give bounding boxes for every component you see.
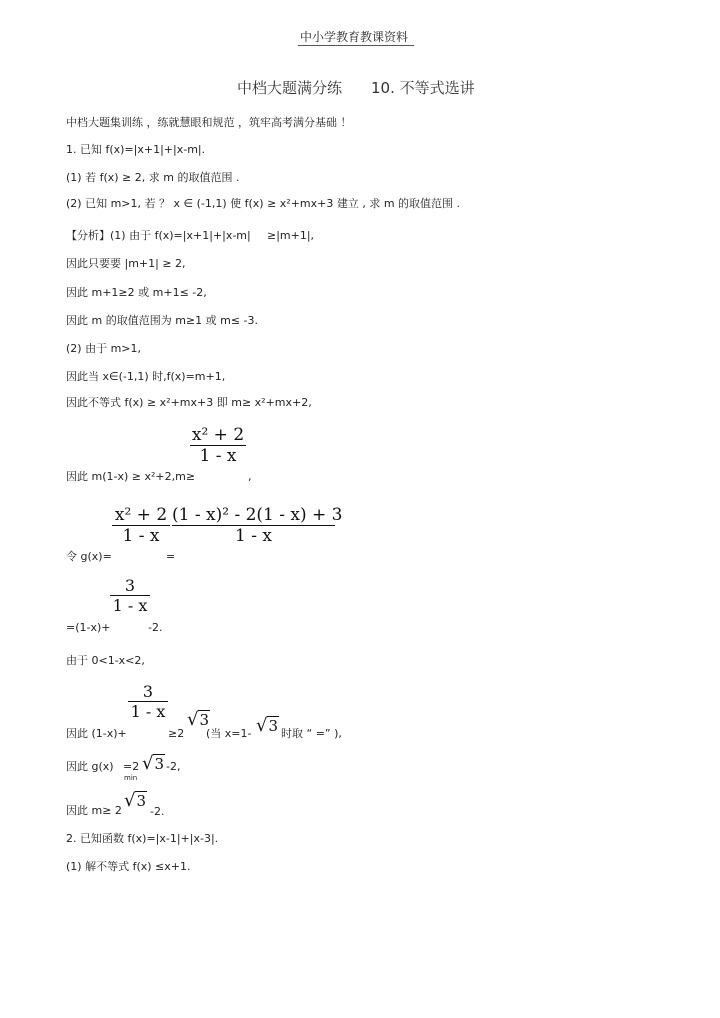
analysis-line-12a: 因此 (1-x)+ [66,727,127,740]
fraction-denominator: 1 - x [122,526,160,546]
analysis-line-8-tail: , [248,470,252,483]
analysis-line-12d: 时取 “ =” ), [281,727,342,740]
fraction-denominator: 1 - x [199,446,237,466]
q1-stem: 1. 已知 f(x)=|x+1|+|x-m|. [66,143,206,156]
sqrt-radicand: 3 [154,755,165,773]
q1-part2: (2) 已知 m>1, 若 ？ x ∈ (-1,1) 使 f(x) ≥ x²+mx+3 建立 , 求 m 的取值范围 . [66,197,461,210]
sqrt-radicand: 3 [136,792,147,810]
sqrt-radicand: 3 [199,711,210,729]
analysis-line-14b: -2. [150,805,165,818]
analysis-line-11: 由于 0<1-x<2, [66,654,145,667]
fraction-g-expanded [172,505,343,546]
analysis-line-6: 因此当 x∈(-1,1) 时,f(x)=m+1, [66,370,226,383]
analysis-line-8: 因此 m(1-x) ≥ x²+2,m≥ [66,470,196,483]
fraction-numerator: 3 [142,682,154,701]
analysis-line-14a: 因此 m≥ 2 [66,804,122,817]
q2-part1: (1) 解不等式 f(x) ≤x+1. [66,860,191,873]
analysis-line-10a: =(1-x)+ [66,621,111,634]
q2-stem: 2. 已知函数 f(x)=|x-1|+|x-3|. [66,832,219,845]
fraction-denominator: 1 - x [112,596,148,615]
analysis-line-5: (2) 由于 m>1, [66,342,142,355]
analysis-line-7: 因此不等式 f(x) ≥ x²+mx+3 即 m≥ x²+mx+2, [66,396,312,409]
sqrt-3-a: √3 [187,709,210,730]
sqrt-3-d: √3 [124,790,147,811]
analysis-line-13b: =2 [123,760,140,773]
analysis-line-1b: ≥|m+1|, [267,229,315,242]
sqrt-3-b: √3 [256,715,279,736]
analysis-line-13a: 因此 g(x) [66,760,114,773]
fraction-numerator: x² + 2 [191,425,245,445]
fraction-3-over-1minusx [110,576,150,615]
fraction-3-over-1minusx-2 [128,682,168,721]
subscript-min: min [124,774,138,782]
header-underline [298,45,414,46]
sqrt-radicand: 3 [268,717,279,735]
sqrt-3-c: √3 [142,753,165,774]
section-title-left: 中档大题满分练 [237,79,343,97]
analysis-line-4: 因此 m 的取值范围为 m≥1 或 m≤ -3. [66,314,259,327]
analysis-line-2: 因此只要要 |m+1| ≥ 2, [66,257,186,270]
analysis-line-12b: ≥2 [168,727,185,740]
analysis-line-12c: (当 x=1- [206,727,252,740]
intro-text: 中档大题集训练 ，练就慧眼和规范 ，筑牢高考满分基础 ！ [66,116,352,129]
analysis-line-3: 因此 m+1≥2 或 m+1≤ -2, [66,286,207,299]
analysis-line-1a: 【分析】(1) 由于 f(x)=|x+1|+|x-m| [66,229,251,242]
section-title-right: 10. 不等式选讲 [371,79,475,97]
g-definition-label: 令 g(x)= [66,550,112,563]
fraction-numerator: x² + 2 [114,505,168,525]
page-header: 中小学教育教课资料 [300,30,409,44]
fraction-numerator: 3 [124,576,136,595]
fraction-denominator: 1 - x [130,702,166,721]
q1-part1: (1) 若 f(x) ≥ 2, 求 m 的取值范围 . [66,171,240,184]
analysis-line-10b: -2. [148,621,163,634]
equals-sign: = [166,550,176,563]
fraction-g-first [112,505,170,546]
fraction-numerator: (1 - x)² - 2(1 - x) + 3 [172,505,343,525]
fraction-denominator: 1 - x [235,526,272,546]
analysis-line-13c: -2, [166,760,181,773]
fraction-x2plus2-over-1minusx [190,425,246,466]
